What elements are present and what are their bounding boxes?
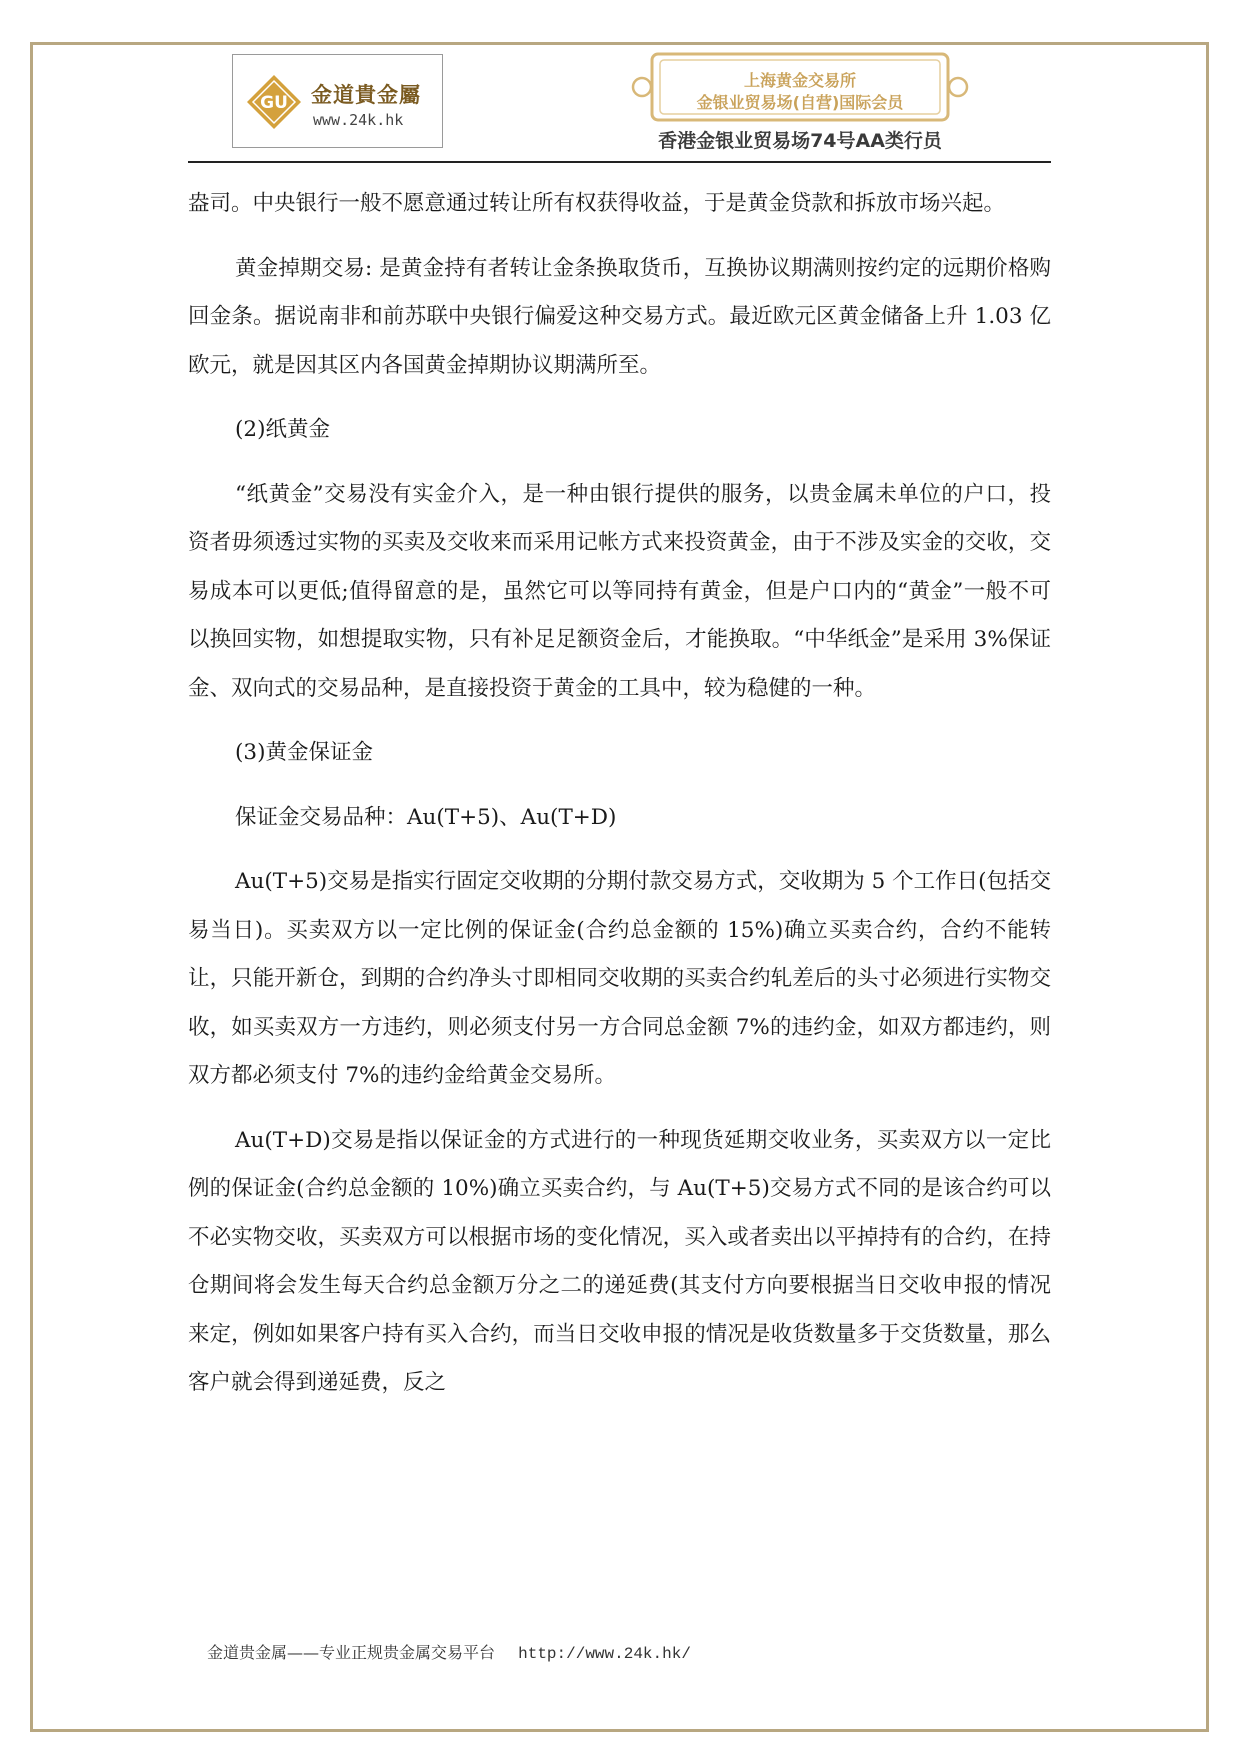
paragraph: 盎司。中央银行一般不愿意通过转让所有权获得收益，于是黄金贷款和拆放市场兴起。 — [188, 191, 1006, 216]
plaque-line-1: 上海黄金交易所 — [743, 71, 856, 90]
logo-mark-text: GU — [260, 93, 288, 113]
paragraph: 保证金交易品种：Au(T+5)、Au(T+D) — [235, 804, 617, 830]
membership-plaque — [630, 50, 970, 124]
company-logo — [232, 54, 443, 148]
gu-logo-icon — [245, 73, 303, 131]
page-footer — [207, 1640, 691, 1663]
paragraph: 黄金掉期交易: 是黄金持有者转让金条换取货币，互换协议期满则按约定的远期价格购回金条。据说南非和前苏联中央银行偏爱这种交易方式。最近欧元区黄金储备上升 1.03 亿欧元，就是因其区内各国黄金掉期协议期满所至。 — [188, 255, 1051, 378]
section-heading: (3)黄金保证金 — [235, 740, 373, 765]
paragraph: Au(T+5)交易是指实行固定交收期的分期付款交易方式，交收期为 5 个工作日(包括交易当日)。买卖双方以一定比例的保证金(合约总金额的 15%)确立买卖合约，合约不能转让，只能开新仓，到期的合约净头寸即相同交收期的买卖合约轧差后的头寸必须进行实物交收，如买卖双方一方违约，则必须支付另一方合同总金额 7%的违约金，如双方都违约，则双方都必须支付 7%的违约金给黄金交易所。 — [188, 869, 1051, 1088]
company-url: www.24k.hk — [313, 111, 404, 129]
footer-text: 金道贵金属——专业正规贵金属交易平台 — [207, 1643, 496, 1662]
paragraph: Au(T+D)交易是指以保证金的方式进行的一种现货延期交收业务，买卖双方以一定比例的保证金(合约总金额的 10%)确立买卖合约，与 Au(T+5)交易方式不同的是该合约可以不必实物交收，买卖双方可以根据市场的变化情况，买入或者卖出以平掉持有的合约，在持仓期间将会发生每天合约总金额万分之二的递延费(其支付方向要根据当日交收申报的情况来定，例如如果客户持有买入合约，而当日交收申报的情况是收货数量多于交货数量，那么客户就会得到递延费，反之 — [188, 1127, 1051, 1395]
plaque-line-2: 金银业贸易场(自营)国际会员 — [696, 93, 904, 112]
membership-text: 香港金银业贸易场74号AA类行员 — [658, 130, 942, 152]
section-heading: (2)纸黄金 — [235, 417, 330, 442]
header-divider — [188, 161, 1051, 163]
document-body — [188, 180, 1051, 1408]
company-name: 金道貴金屬 — [311, 83, 421, 107]
paragraph: “纸黄金”交易没有实金介入，是一种由银行提供的服务，以贵金属未单位的户口，投资者毋须透过实物的买卖及交收来而采用记帐方式来投资黄金，由于不涉及实金的交收，交易成本可以更低;值得留意的是，虽然它可以等同持有黄金，但是户口内的“黄金”一般不可以换回实物，如想提取实物，只有补足足额资金后，才能换取。“中华纸金”是采用 3%保证金、双向式的交易品种，是直接投资于黄金的工具中，较为稳健的一种。 — [188, 481, 1051, 701]
footer-link[interactable]: http://www.24k.hk/ — [518, 1645, 691, 1663]
